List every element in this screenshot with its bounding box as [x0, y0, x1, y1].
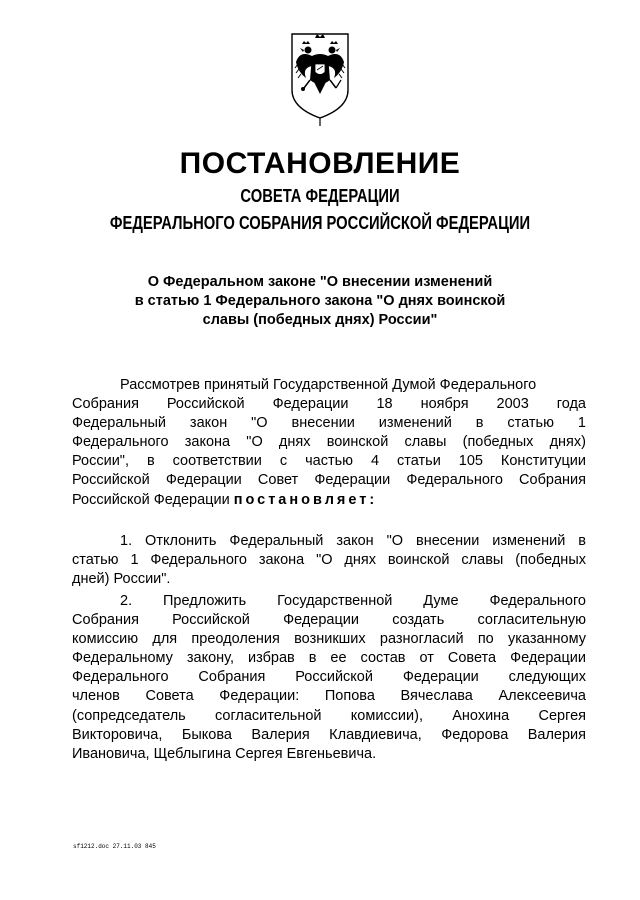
paragraph-line: Федерального закона "О днях воинской славы (победных днях)	[72, 434, 586, 451]
resolution-item-2	[72, 592, 586, 764]
paragraph-line: статью 1 Федерального закона "О днях воинской славы (победных	[72, 552, 586, 569]
coat-of-arms-emblem-icon	[286, 28, 354, 128]
subject-line: в статью 1 Федерального закона "О днях воинской	[134, 293, 506, 309]
paragraph-line: Российской Федерации Совет Федерации Федерального Собрания	[72, 472, 586, 489]
paragraph-line: Федеральному закону, избрав в ее состав от Совета Федерации	[72, 650, 586, 667]
paragraph-line: комиссию для преодоления возникших разногласий по указанному	[72, 631, 586, 648]
resolves-keyword: постановляет:	[233, 491, 378, 508]
paragraph-line: (сопредседатель согласительной комиссии), Анохина Сергея	[72, 707, 586, 724]
paragraph-line: Собрания Российской Федерации 18 ноября 2003 года	[72, 396, 586, 413]
paragraph-line: дней) России".	[72, 571, 171, 588]
paragraph-line: 2. Предложить Государственной Думе Федерального	[120, 593, 586, 609]
paragraph-line: Федеральный закон "О внесении изменений в статью 1	[72, 415, 586, 432]
issuing-body-line-2: ФЕДЕРАЛЬНОГО СОБРАНИЯ РОССИЙСКОЙ ФЕДЕРАЦИИ	[109, 213, 531, 233]
paragraph-line: членов Совета Федерации: Попова Вячеслава Алексеевича	[72, 688, 586, 705]
paragraph-line-text: Российской Федерации	[72, 491, 234, 508]
paragraph-line: Рассмотрев принятый Государственной Думой Федерального	[120, 377, 537, 393]
paragraph-line: Викторовича, Быкова Валерия Клавдиевича, Федорова Валерия	[72, 726, 586, 743]
paragraph-line: 1. Отклонить Федеральный закон "О внесении изменений в	[120, 533, 586, 549]
paragraph-line: Федерального Собрания Российской Федерации следующих	[72, 669, 586, 686]
issuing-body-line-1: СОВЕТА ФЕДЕРАЦИИ	[240, 186, 400, 206]
resolution-item-1	[72, 532, 586, 589]
file-reference-note: sf1212.doc 27.11.03 845	[73, 843, 156, 850]
paragraph-line: Собрания Российской Федерации создать согласительную	[72, 612, 586, 629]
document-title: ПОСТАНОВЛЕНИЕ	[179, 147, 461, 180]
preamble-paragraph	[72, 376, 586, 510]
subject-line: славы (победных днях) России"	[202, 312, 438, 328]
paragraph-line	[72, 491, 586, 510]
document-subject	[100, 273, 540, 330]
paragraph-line: Ивановича, Щеблыгина Сергея Евгеньевича.	[72, 745, 377, 762]
paragraph-line: России", в соответствии с частью 4 статьи 105 Конституции	[72, 453, 586, 470]
subject-line: О Федеральном законе "О внесении изменений	[147, 274, 493, 290]
